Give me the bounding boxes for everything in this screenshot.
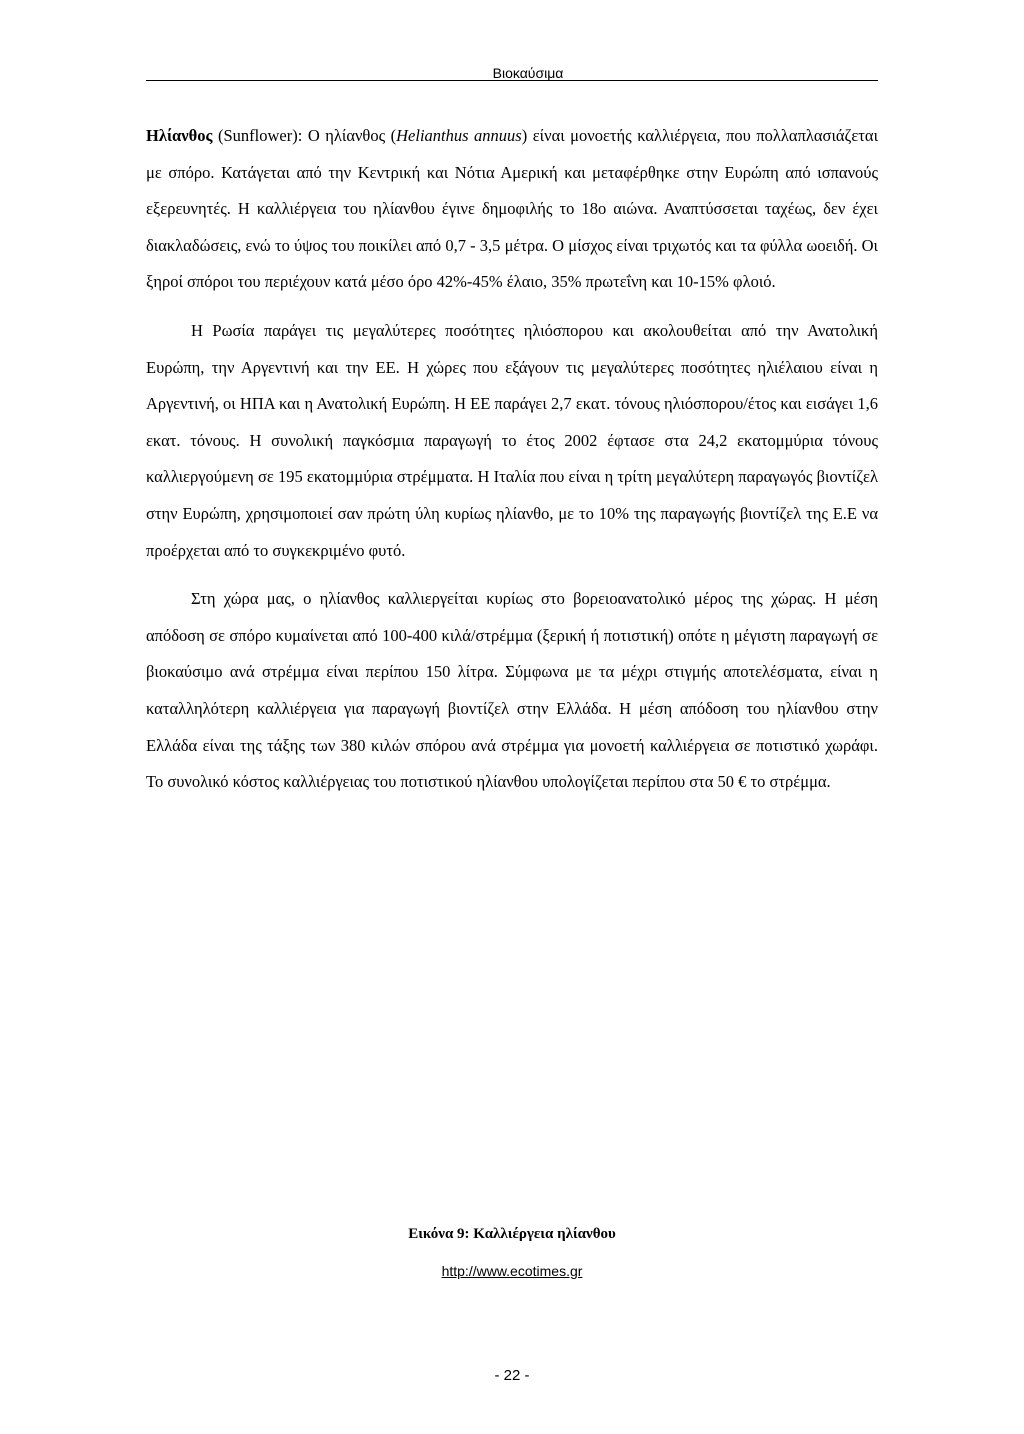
header-rule <box>146 80 878 81</box>
figure-caption: Εικόνα 9: Καλλιέργεια ηλίανθου <box>408 1226 616 1242</box>
paragraph-sunflower-intro <box>146 118 878 301</box>
figure-source-link[interactable]: http://www.ecotimes.gr <box>441 1263 583 1279</box>
paragraph-production: Η Ρωσία παράγει τις μεγαλύτερες ποσότητες ηλιόσπορου και ακολουθείται από την Ανατολική Ευρώπη, την Αργεντινή και την ΕΕ. Η χώρες που εξάγουν τις μεγαλύτερες ποσότητες ηλιέλαιου είναι η Αργεντινή, οι ΗΠΑ και η Ανατολική Ευρώπη. Η ΕΕ παράγει 2,7 εκατ. τόνους ηλιόσπορου/έτος και εισάγει 1,6 εκατ. τόνους. Η συνολική παγκόσμια παραγωγή το έτος 2002 έφτασε στα 24,2 εκατομμύρια τόνους καλλιεργούμενη σε 195 εκατομμύρια στρέμματα. Η Ιταλία που είναι η τρίτη μεγαλύτερη παραγωγός βιοντίζελ στην Ευρώπη, χρησιμοποιεί σαν πρώτη ύλη κυρίως ηλίανθο, με το 10% της παραγωγής βιοντίζελ της Ε.Ε να προέρχεται από το συγκεκριμένο φυτό. <box>146 320 878 560</box>
paragraph-greece: Στη χώρα μας, ο ηλίανθος καλλιεργείται κυρίως στο βορειοανατολικό μέρος της χώρας. Η μέση απόδοση σε σπόρο κυμαίνεται από 100-400 κιλά/στρέμμα (ξερική ή ποτιστική) οπότε η μέγιστη παραγωγή σε βιοκαύσιμο ανά στρέμμα είναι περίπου 150 λίτρα. Σύμφωνα με τα μέχρι στιγμής αποτελέσματα, είναι η καταλληλότερη καλλιέργεια για παραγωγή βιοντίζελ στην Ελλάδα. Η μέση απόδοση του ηλίανθου στην Ελλάδα είναι της τάξης των 380 κιλών σπόρου ανά στρέμμα για μονοετή καλλιέργεια σε ποτιστικό χωράφι. Το συνολικό κόστος καλλιέργειας του ποτιστικού ηλίανθου υπολογίζεται περίπου στα 50 € το στρέμμα. <box>146 589 878 792</box>
term-heading: Ηλίανθος <box>146 126 213 145</box>
body-text <box>146 118 878 801</box>
page-number: - 22 - <box>494 1367 530 1384</box>
term-intro: : Ο ηλίανθος ( <box>297 126 397 145</box>
latin-name: Helianthus annuus <box>396 126 522 145</box>
term-english: (Sunflower) <box>212 126 298 145</box>
paragraph-text: ) είναι μονοετής καλλιέργεια, που πολλαπλασιάζεται με σπόρο. Κατάγεται από την Κεντρική και Νότια Αμερική και μεταφέρθηκε στην Ευρώπη από ισπανούς εξερευνητές. Η καλλιέργεια του ηλίανθου έγινε δημοφιλής το 18ο αιώνα. Αναπτύσσεται ταχέως, δεν έχει διακλαδώσεις, ενώ το ύψος του ποικίλει από 0,7 - 3,5 μέτρα. Ο μίσχος είναι τριχωτός και τα φύλλα ωοειδή. Οι ξηροί σπόροι του περιέχουν κατά μέσο όρο 42%-45% έλαιο, 35% πρωτεΐνη και 10-15% φλοιό. <box>146 126 879 292</box>
running-header: Βιοκαύσιμα <box>492 65 564 81</box>
